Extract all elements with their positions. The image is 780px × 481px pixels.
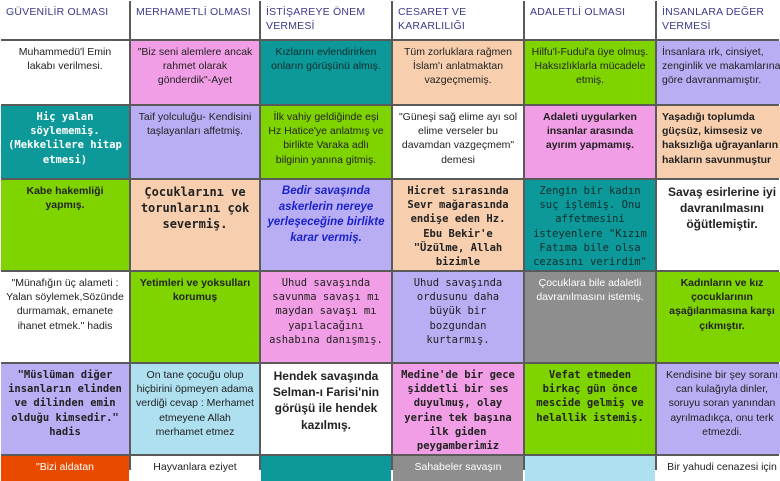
table-cell: Zengin bir kadın suç işlemiş. Onu affetmesini isteyenlere "Kızım Fatıma bile olsa cezasını verirdim" bbox=[525, 180, 655, 270]
table-cell: Hiç yalan söylememiş. (Mekkelilere hitap etmesi) bbox=[1, 106, 129, 178]
table-cell: Adaleti uygularken insanlar arasında ayırım yapmamış. bbox=[525, 106, 655, 178]
table-cell: Hilfu'l-Fudul'a üye olmuş. Haksızlıklarla mücadele etmiş. bbox=[525, 41, 655, 104]
header-merhametli: MERHAMETLİ OLMASI bbox=[131, 1, 259, 39]
table-cell: Hicret sırasında Sevr mağarasında endişe eden Hz. Ebu Bekir'e "Üzülme, Allah bizimle bbox=[393, 180, 523, 270]
table-cell: Tüm zorluklara rağmen İslam'ı anlatmaktan vazgeçmemiş. bbox=[393, 41, 523, 104]
table-cell: "Güneşi sağ elime ayı sol elime verseler bu davamdan vazgeçmem" demesi bbox=[393, 106, 523, 178]
table-cell: Muhammedü'l Emin lakabı verilmesi. bbox=[1, 41, 129, 104]
table-cell: İlk vahiy geldiğinde eşi Hz Hatice'ye anlatmış ve birlikte Varaka adlı bilginin yanına gitmiş. bbox=[261, 106, 391, 178]
table-cell: Çocuklara bile adaletli davranılmasını istemiş. bbox=[525, 272, 655, 362]
table-cell: Hayvanlara eziyet bbox=[131, 456, 259, 481]
table-cell: "Müslüman diğer insanların elinden ve dilinden emin olduğu kimsedir." hadis bbox=[1, 364, 129, 454]
table-cell: Medine'de bir gece şiddetli bir ses duyulmuş, olay yerine tek başına ilk giden peygamberimiz bbox=[393, 364, 523, 454]
table-cell: Kabe hakemliği yapmış. bbox=[1, 180, 129, 270]
table-cell: "Münafığın üç alameti : Yalan söylemek,Sözünde durmamak, emanete ihanet etmek." hadis bbox=[1, 272, 129, 362]
header-insanlara-deger: İNSANLARA DEĞER VERMESİ bbox=[657, 1, 780, 39]
table-cell: Savaş esirlerine iyi davranılmasını öğütlemiştir. bbox=[657, 180, 780, 270]
table-cell: Uhud savaşında savunma savaşı mı maydan savaşı mı yapılacağını ashabına danışmış. bbox=[261, 272, 391, 362]
table-cell: Hendek savaşında Selman-ı Farisi'nin görüşü ile hendek kazılmış. bbox=[261, 364, 391, 454]
table-cell: "Biz seni alemlere ancak rahmet olarak gönderdik"-Ayet bbox=[131, 41, 259, 104]
header-istisare: İSTİŞAREYE ÖNEM VERMESİ bbox=[261, 1, 391, 39]
header-adaletli: ADALETLİ OLMASI bbox=[525, 1, 655, 39]
table-cell: Kızlarını evlendirirken onların görüşünü almış. bbox=[261, 41, 391, 104]
table-cell: Taif yolculuğu- Kendisini taşlayanları affetmiş. bbox=[131, 106, 259, 178]
table-cell: İnsanlara ırk, cinsiyet, zenginlik ve makamlarına göre davranmamıştır. bbox=[657, 41, 780, 104]
table-cell: "Bizi aldatan bbox=[1, 456, 129, 481]
table-cell bbox=[261, 456, 391, 481]
info-table bbox=[1, 1, 780, 473]
table-cell: Kadınların ve kız çocuklarının aşağılanmasına karşı çıkmıştır. bbox=[657, 272, 780, 362]
header-guvenilir: GÜVENİLİR OLMASI bbox=[1, 1, 129, 39]
table-cell: Bedir savaşında askerlerin nereye yerleşeceğine birlikte karar vermiş. bbox=[261, 180, 391, 270]
table-cell: On tane çocuğu olup hiçbirini öpmeyen adama verdiği cevap : Merhamet etmeyene Allah merhamet etmez bbox=[131, 364, 259, 454]
table-cell: Yaşadığı toplumda güçsüz, kimsesiz ve haksızlığa uğrayanların hakların savunmuştur bbox=[657, 106, 780, 178]
table-cell: Uhud savaşında ordusunu daha büyük bir bozgundan kurtarmış. bbox=[393, 272, 523, 362]
table-cell bbox=[525, 456, 655, 481]
table-cell: Yetimleri ve yoksulları korumuş bbox=[131, 272, 259, 362]
table-cell: Sahabeler savaşın bbox=[393, 456, 523, 481]
header-cesaret: CESARET VE KARARLILIĞI bbox=[393, 1, 523, 39]
table-cell: Kendisine bir şey soranı can kulağıyla dinler, soruyu soran yanından ayrılmadıkça, onu terk etmezdi. bbox=[657, 364, 780, 454]
table-cell: Bir yahudi cenazesi için bbox=[657, 456, 780, 481]
table-cell: Vefat etmeden birkaç gün önce mescide gelmiş ve helallik istemiş. bbox=[525, 364, 655, 454]
table-cell: Çocuklarını ve torunlarını çok severmiş. bbox=[131, 180, 259, 270]
